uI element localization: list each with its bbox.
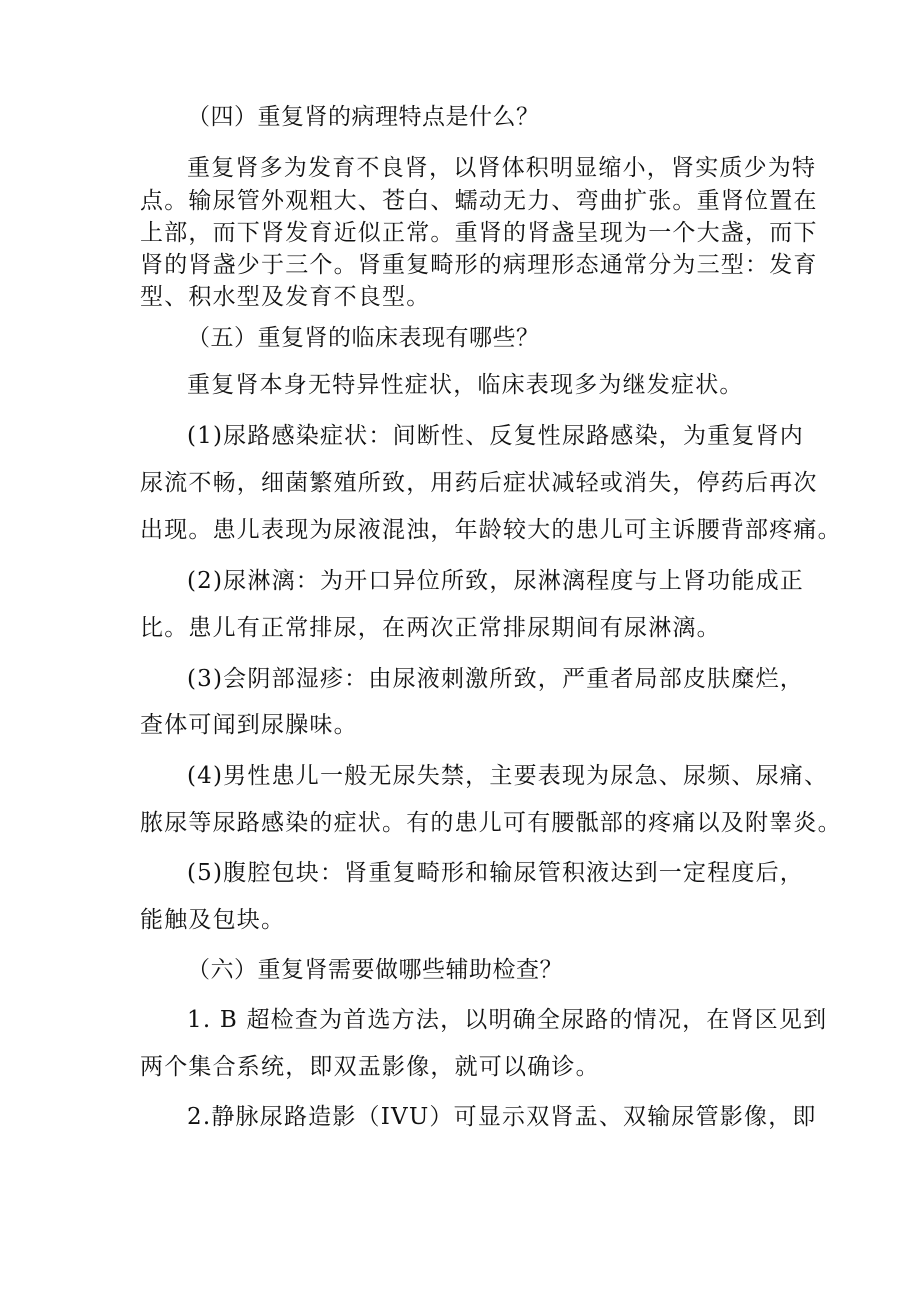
paragraph-line: 型、积水型及发育不良型。: [140, 284, 431, 310]
paragraph-line: 肾的肾盏少于三个。肾重复畸形的病理形态通常分为三型：发育: [140, 252, 818, 278]
list-item-1-line: (1)尿路感染症状：间断性、反复性尿路感染，为重复肾内: [187, 423, 804, 449]
list-item-2-line: (2)尿淋漓：为开口异位所致，尿淋漓程度与上肾功能成正: [187, 568, 804, 594]
list-item-1-line: 出现。患儿表现为尿液混浊，年龄较大的患儿可主诉腰背部疼痛。: [140, 517, 842, 543]
list-item-3-line: 查体可闻到尿臊味。: [140, 712, 358, 738]
section-heading-5: （五）重复肾的临床表现有哪些？: [187, 325, 540, 351]
list-item-5-line: (5)腹腔包块：肾重复畸形和输尿管积液达到一定程度后，: [187, 860, 804, 886]
list-item-3-line: (3)会阴部湿疹：由尿液刺激所致，严重者局部皮肤糜烂，: [187, 666, 804, 692]
exam-item-1-line: 两个集合系统，即双盂影像，就可以确诊。: [140, 1054, 600, 1080]
list-item-1-line: 尿流不畅，细菌繁殖所致，用药后症状减轻或消失，停药后再次: [140, 470, 818, 496]
paragraph-line: 重复肾本身无特异性症状，临床表现多为继发症状。: [187, 372, 744, 398]
list-item-5-line: 能触及包块。: [140, 907, 286, 933]
paragraph-line: 上部，而下肾发育近似正常。重肾的肾盏呈现为一个大盏，而下: [140, 220, 818, 246]
section-heading-6: （六）重复肾需要做哪些辅助检查？: [187, 957, 563, 983]
list-item-4-line: 脓尿等尿路感染的症状。有的患儿可有腰骶部的疼痛以及附睾炎。: [140, 810, 842, 836]
list-item-2-line: 比。患儿有正常排尿，在两次正常排尿期间有尿淋漓。: [140, 615, 721, 641]
list-item-4-line: (4)男性患儿一般无尿失禁，主要表现为尿急、尿频、尿痛、: [187, 763, 829, 789]
exam-item-1-line: 1. B 超检查为首选方法，以明确全尿路的情况，在肾区见到: [187, 1007, 828, 1033]
paragraph-line: 重复肾多为发育不良肾，以肾体积明显缩小，肾实质少为特: [187, 155, 817, 181]
exam-item-2-line: 2.静脉尿路造影（IVU）可显示双肾盂、双输尿管影像，即: [187, 1104, 817, 1130]
paragraph-line: 点。输尿管外观粗大、苍白、蠕动无力、弯曲扩张。重肾位置在: [140, 188, 818, 214]
section-heading-4: （四）重复肾的病理特点是什么？: [187, 104, 540, 130]
